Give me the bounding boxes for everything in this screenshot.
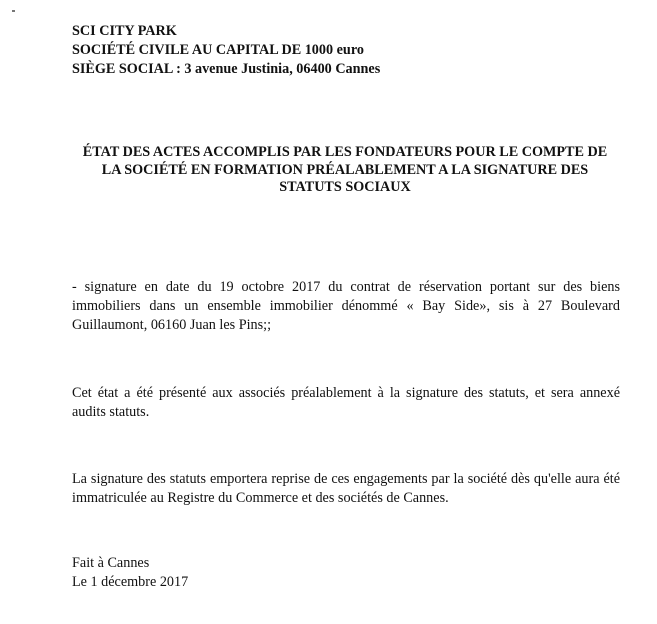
title-line-3: STATUTS SOCIAUX bbox=[279, 179, 411, 195]
presentation-paragraph: Cet état a été présenté aux associés préalablement à la signature des statuts, et sera annexé audits statuts. bbox=[72, 385, 620, 420]
engagement-paragraph: La signature des statuts emportera reprise de ces engagements par la société dès qu'elle aura été immatriculée au Registre du Commerce et des sociétés de Cannes. bbox=[72, 471, 620, 506]
scan-mark bbox=[12, 10, 15, 12]
signature-date: Le 1 décembre 2017 bbox=[72, 574, 189, 590]
document-title bbox=[60, 144, 630, 197]
company-capital: SOCIÉTÉ CIVILE AU CAPITAL DE 1000 euro bbox=[72, 42, 364, 58]
title-line-2: LA SOCIÉTÉ EN FORMATION PRÉALABLEMENT A LA SIGNATURE DES bbox=[101, 161, 589, 178]
acts-list-item: - signature en date du 19 octobre 2017 du contrat de réservation portant sur des biens immobiliers dans un ensemble immobilier dénommé « Bay Side», sis à 27 Boulevard Guillaumont, 06160 Juan les Pins;; bbox=[72, 279, 620, 333]
title-line-1: ÉTAT DES ACTES ACCOMPLIS PAR LES FONDATEURS POUR LE COMPTE DE bbox=[82, 144, 608, 160]
company-name: SCI CITY PARK bbox=[72, 23, 177, 39]
company-address: SIÈGE SOCIAL : 3 avenue Justinia, 06400 Cannes bbox=[72, 61, 381, 77]
signature-place: Fait à Cannes bbox=[72, 555, 150, 571]
company-header bbox=[72, 22, 380, 79]
signature-block bbox=[72, 554, 188, 592]
